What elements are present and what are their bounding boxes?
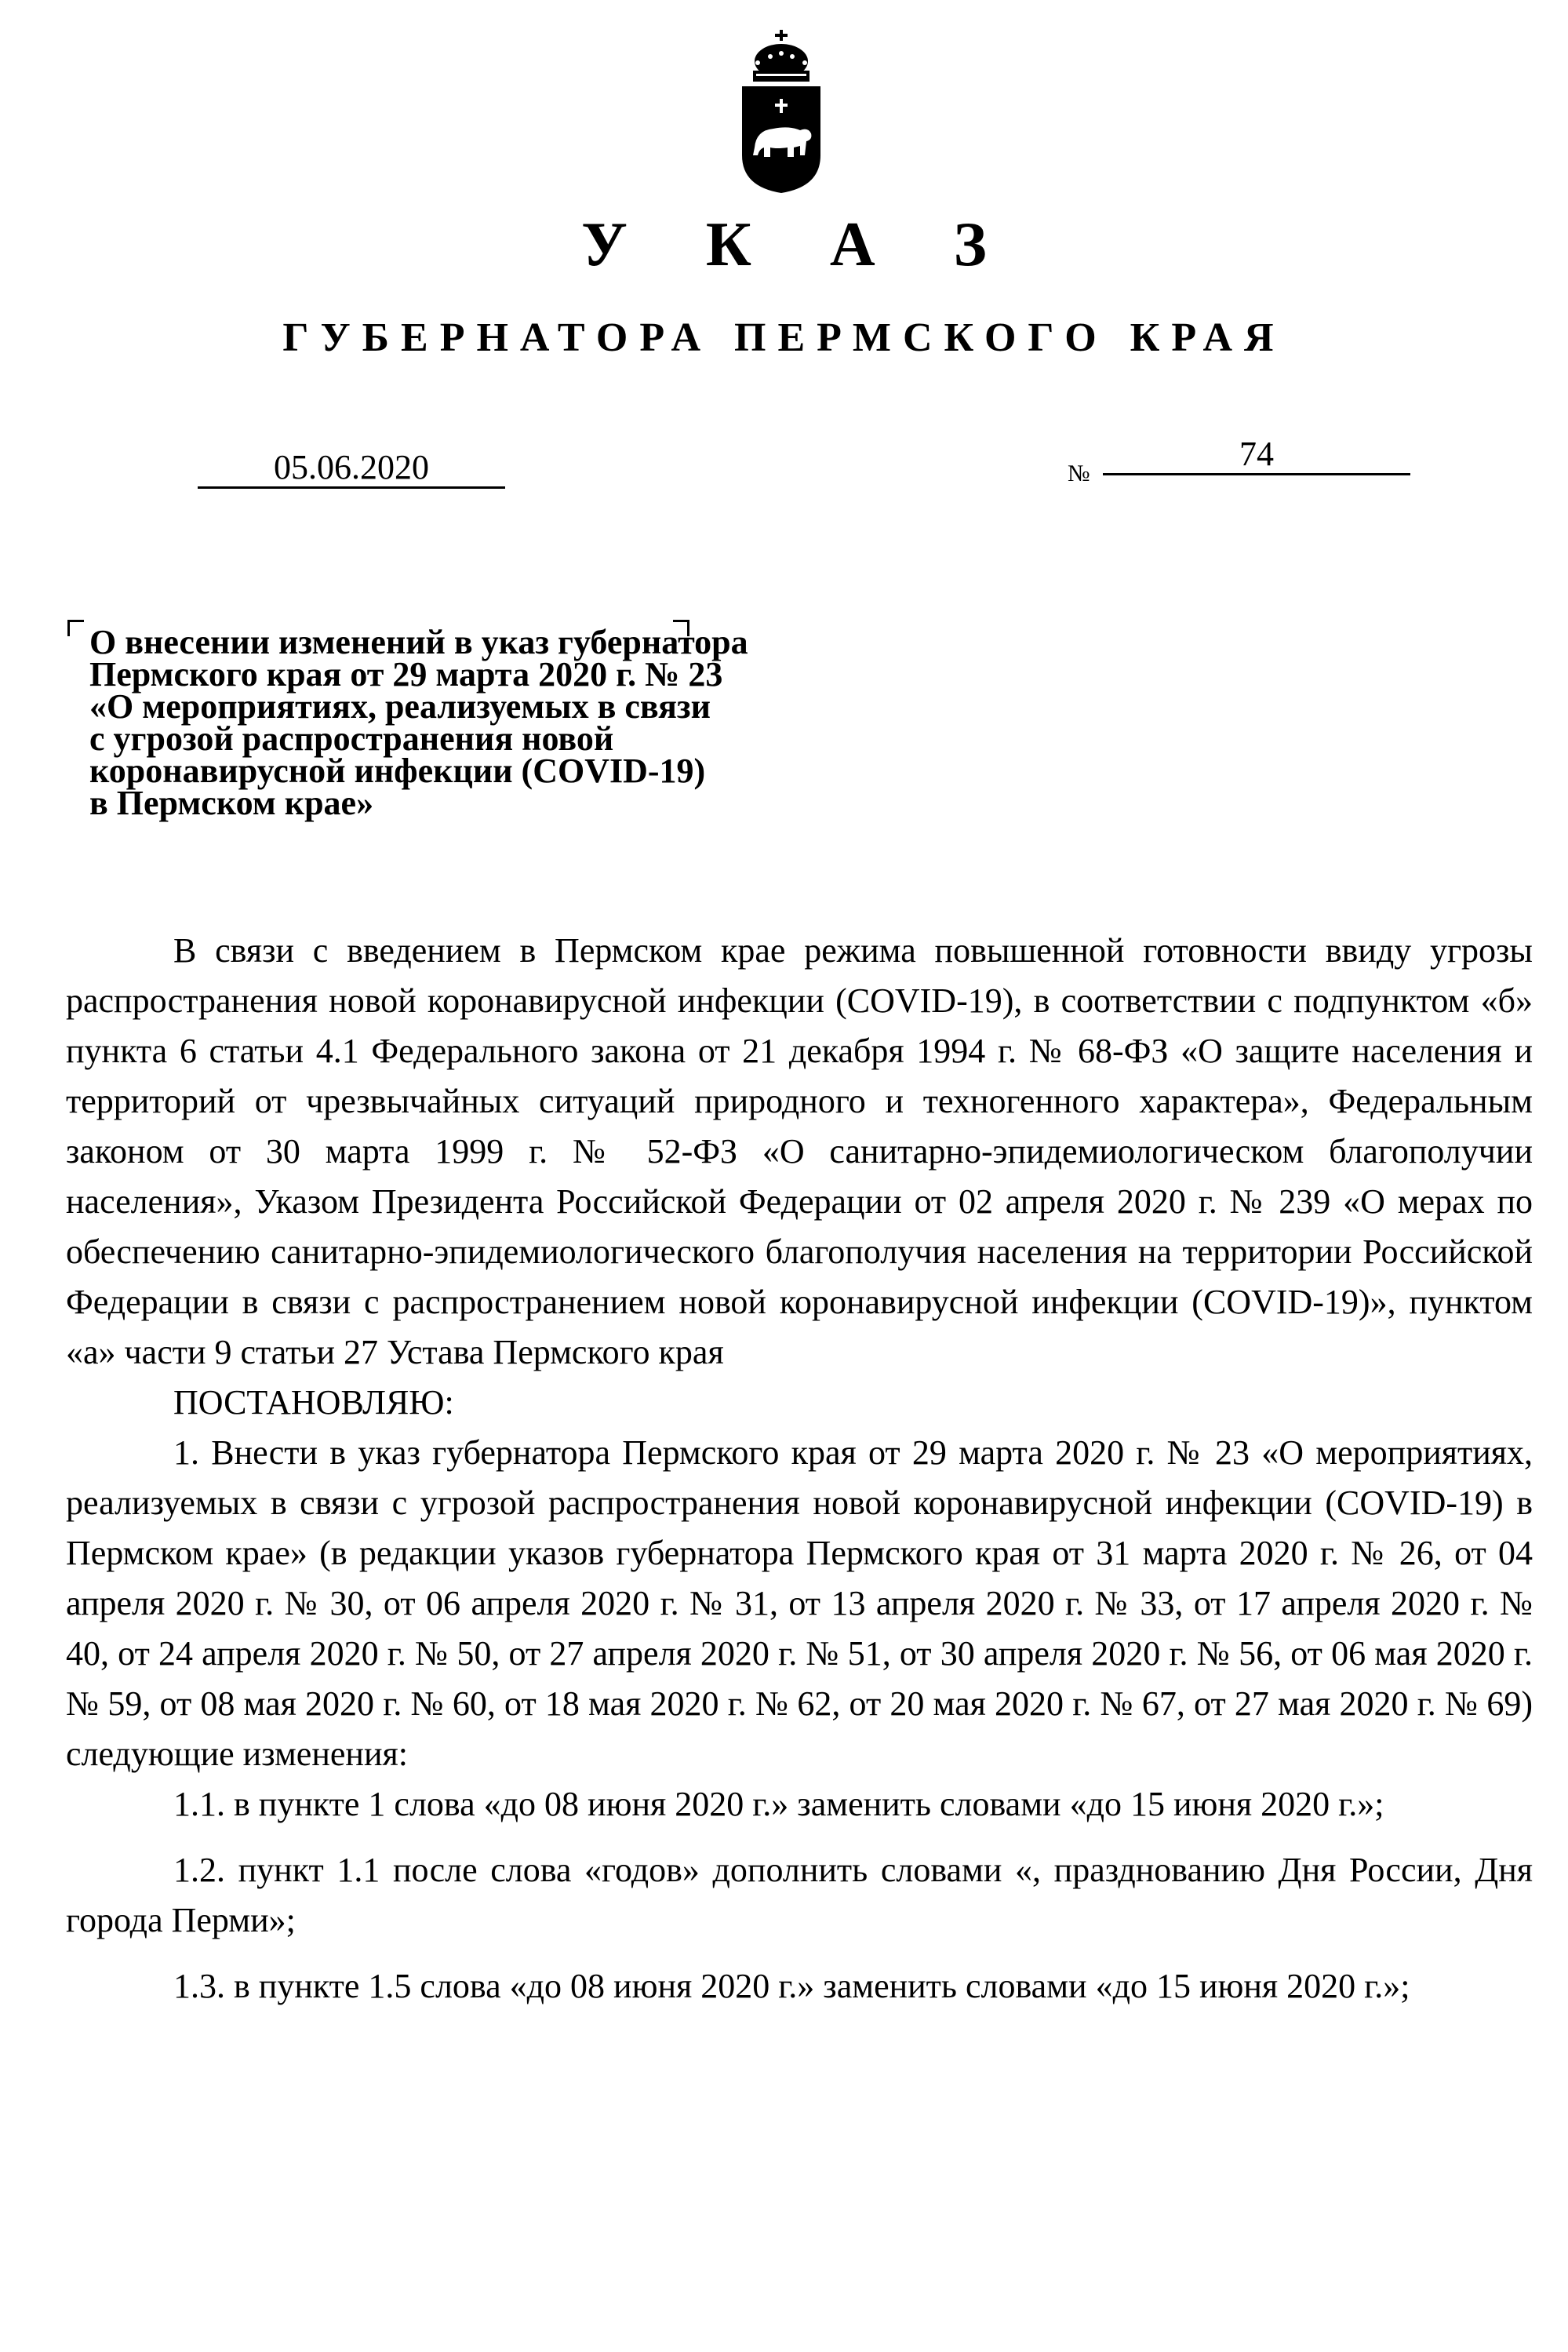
subject-left-corner-mark [67,620,84,636]
decree-body [66,926,1533,2012]
item-1-2-paragraph: 1.2. пункт 1.1 после слова «годов» дополнить словами «, празднованию Дня России, Дня города Перми»; [66,1851,1533,1939]
decree-subject [89,623,952,822]
decree-date: 05.06.2020 [198,449,505,489]
preamble-paragraph: В связи с введением в Пермском крае режима повышенной готовности ввиду угрозы распространения новой коронавирусной инфекции (COVID-19), в соответствии с подпунктом «б» пункта 6 статьи 4.1 Федерального закона от 21 декабря 1994 г. № 68-ФЗ «О защите населения и территорий от чрезвычайных ситуаций природного и техногенного характера», Федеральным законом от 30 марта 1999 г. № 52-ФЗ «О санитарно-эпидемиологическом благополучии населения», Указом Президента Российской Федерации от 02 апреля 2020 г. № 239 «О мерах по обеспечению санитарно-эпидемиологического благополучия населения на территории Российской Федерации в связи с распространением новой коронавирусной инфекции (COVID-19)», пунктом «а» части 9 статьи 27 Устава Пермского края [66,931,1533,1371]
number-label: № [1068,461,1090,486]
subject-line: Пермского края от 29 марта 2020 г. № 23 [89,655,723,694]
decree-word: ПОСТАНОВЛЯЮ: [173,1383,454,1422]
perm-krai-coat-of-arms-icon [739,30,824,195]
document-type-title: У К А З [581,210,1018,279]
item-1-paragraph: 1. Внести в указ губернатора Пермского края от 29 марта 2020 г. № 23 «О мероприятиях, реализуемых в связи с угрозой распространения новой коронавирусной инфекции (COVID-19) в Пермском крае» (в редакции указов губернатора Пермского края от 31 марта 2020 г. № 26, от 04 апреля 2020 г. № 30, от 06 апреля 2020 г. № 31, от 13 апреля 2020 г. № 33, от 17 апреля 2020 г. № 40, от 24 апреля 2020 г. № 50, от 27 апреля 2020 г. № 51, от 30 апреля 2020 г. № 56, от 06 мая 2020 г. № 59, от 08 мая 2020 г. № 60, от 18 мая 2020 г. № 62, от 20 мая 2020 г. № 67, от 27 мая 2020 г. № 69) следующие изменения: [66,1433,1533,1773]
subject-line: коронавирусной инфекции (COVID-19) [89,752,706,790]
issuer-title: ГУБЕРНАТОРА ПЕРМСКОГО КРАЯ [282,315,1286,360]
item-1-3-paragraph: 1.3. в пункте 1.5 слова «до 08 июня 2020 г.» заменить словами «до 15 июня 2020 г.»; [173,1967,1410,2005]
subject-line: «О мероприятиях, реализуемых в связи [89,687,711,726]
item-1-1-paragraph: 1.1. в пункте 1 слова «до 08 июня 2020 г.» заменить словами «до 15 июня 2020 г.»; [173,1785,1384,1823]
subject-line: в Пермском крае» [89,784,374,822]
subject-line: О внесении изменений в указ губернатора [89,623,748,661]
decree-number: 74 [1103,435,1410,475]
subject-line: с угрозой распространения новой [89,719,614,758]
